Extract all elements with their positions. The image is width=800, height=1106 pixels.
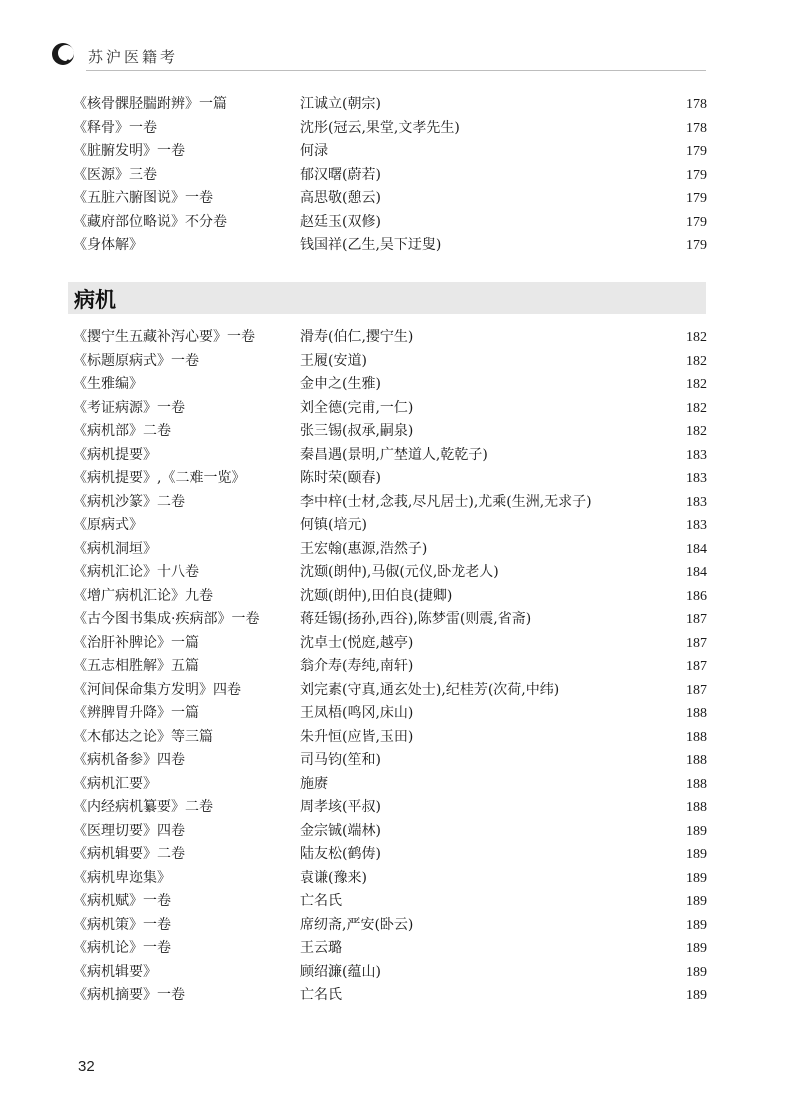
toc-entry <box>73 608 707 632</box>
entry-author: 王云璐 <box>300 940 342 956</box>
entry-title: 《病机卑迩集》 <box>73 869 171 886</box>
entry-author: 王履(安道) <box>300 352 367 369</box>
entry-page-number: 187 <box>686 659 707 674</box>
entry-author: 沈颋(朗仲),马俶(元仪,卧龙老人) <box>300 564 499 580</box>
section-heading-text: 病机 <box>74 288 116 312</box>
toc-entry <box>73 726 707 750</box>
entry-author: 金申之(生雅) <box>300 376 381 392</box>
header-divider <box>86 70 706 71</box>
entry-title: 《释骨》一卷 <box>73 119 157 136</box>
entry-author: 滑寿(伯仁,撄宁生) <box>300 329 414 345</box>
entry-page-number: 189 <box>686 964 707 980</box>
entry-author: 周孝垓(平叔) <box>300 799 381 815</box>
entry-title: 《脏腑发明》一卷 <box>73 143 185 159</box>
toc-entry <box>73 164 707 188</box>
toc-entry <box>73 749 707 773</box>
toc-entry <box>73 326 707 350</box>
entry-author: 司马钧(笙和) <box>300 752 381 768</box>
toc-entry <box>73 538 707 562</box>
entry-author: 沈卓士(悦庭,越亭) <box>300 634 414 651</box>
book-title: 苏沪医籍考 <box>88 48 179 66</box>
entry-author: 陆友松(鹤俦) <box>300 846 381 862</box>
entry-title: 《病机赋》一卷 <box>73 893 171 909</box>
entry-title: 《藏府部位略说》不分卷 <box>73 213 227 230</box>
entry-author: 亡名氏 <box>300 893 342 909</box>
entry-author: 朱升恒(应皆,玉田) <box>300 728 414 745</box>
entry-page-number: 188 <box>686 776 707 792</box>
entry-page-number: 179 <box>686 238 707 253</box>
entry-page-number: 189 <box>686 847 707 862</box>
entry-author: 秦昌遇(景明,广埜道人,乾乾子) <box>300 446 488 463</box>
entry-page-number: 189 <box>686 988 707 1003</box>
entry-page-number: 183 <box>686 447 707 463</box>
entry-page-number: 182 <box>686 353 707 369</box>
entry-author: 亡名氏 <box>300 987 342 1003</box>
toc-entry <box>73 187 707 211</box>
entry-title: 《内经病机纂要》二卷 <box>73 799 213 815</box>
toc-entry <box>73 890 707 914</box>
entry-list-top <box>73 93 707 258</box>
entry-title: 《病机备参》四卷 <box>73 752 185 768</box>
crescent-logo-icon <box>50 40 78 68</box>
entry-page-number: 179 <box>686 144 707 159</box>
toc-entry <box>73 117 707 141</box>
running-header <box>50 36 706 72</box>
entry-page-number: 186 <box>686 588 707 604</box>
entry-author: 金宗铖(端林) <box>300 822 381 839</box>
entry-title: 《病机汇要》 <box>73 775 157 792</box>
entry-page-number: 182 <box>686 330 707 345</box>
toc-entry <box>73 843 707 867</box>
entry-title: 《五志相胜解》五篇 <box>73 658 199 674</box>
entry-title: 《医理切要》四卷 <box>73 822 185 839</box>
toc-entry <box>73 867 707 891</box>
toc-entry <box>73 420 707 444</box>
toc-entry <box>73 961 707 985</box>
entry-author: 何渌 <box>300 143 328 159</box>
entry-author: 陈时荣(颐春) <box>300 470 381 486</box>
entry-author: 沈颋(朗仲),田伯良(捷卿) <box>300 587 453 604</box>
entry-author: 袁谦(豫来) <box>300 869 367 886</box>
toc-entry <box>73 93 707 117</box>
entry-page-number: 188 <box>686 800 707 815</box>
entry-title: 《病机辑要》二卷 <box>73 846 185 862</box>
entry-title: 《病机部》二卷 <box>73 423 171 439</box>
entry-author: 钱国祥(乙生,吴下迂叟) <box>300 237 442 253</box>
entry-title: 《病机摘要》一卷 <box>73 987 185 1003</box>
entry-author: 何镇(培元) <box>300 517 367 533</box>
toc-entry <box>73 914 707 938</box>
entry-page-number: 179 <box>686 214 707 230</box>
entry-author: 赵廷玉(双修) <box>300 213 381 230</box>
entry-page-number: 183 <box>686 518 707 533</box>
entry-page-number: 188 <box>686 729 707 745</box>
entry-title: 《身体解》 <box>73 237 143 253</box>
toc-entry <box>73 397 707 421</box>
entry-title: 《标题原病式》一卷 <box>73 352 199 369</box>
entry-title: 《病机沙篆》二卷 <box>73 493 185 510</box>
toc-entry <box>73 702 707 726</box>
entry-author: 李中梓(士材,念莪,尽凡居士),尤乘(生洲,无求子) <box>300 493 592 510</box>
toc-entry <box>73 796 707 820</box>
toc-entry <box>73 984 707 1008</box>
entry-page-number: 189 <box>686 823 707 839</box>
entry-title: 《古今图书集成·疾病部》一卷 <box>73 611 260 627</box>
entry-title: 《原病式》 <box>73 517 143 533</box>
entry-title: 《增广病机汇论》九卷 <box>73 587 213 604</box>
entry-title: 《病机辑要》 <box>73 963 157 980</box>
toc-entry <box>73 211 707 235</box>
section-heading <box>68 282 706 314</box>
toc-entry <box>73 773 707 797</box>
toc-entry <box>73 679 707 703</box>
entry-author: 顾绍濂(蕴山) <box>300 963 381 980</box>
entry-title: 《病机策》一卷 <box>73 916 171 933</box>
entry-page-number: 187 <box>686 635 707 651</box>
entry-author: 刘完素(守真,通玄处士),纪桂芳(次荷,中纬) <box>300 681 560 698</box>
entry-title: 《病机汇论》十八卷 <box>73 564 199 580</box>
entry-author: 高思敬(憩云) <box>300 190 381 206</box>
entry-author: 江诚立(朝宗) <box>300 96 381 112</box>
toc-entry <box>73 585 707 609</box>
entry-title: 《治肝补脾论》一篇 <box>73 634 199 651</box>
entry-page-number: 182 <box>686 400 707 416</box>
toc-entry <box>73 937 707 961</box>
entry-title: 《病机洞垣》 <box>73 540 157 557</box>
entry-author: 张三锡(叔承,嗣泉) <box>300 423 414 439</box>
entry-title: 《病机提要》 <box>73 446 157 463</box>
entry-page-number: 178 <box>686 120 707 136</box>
entry-title: 《河间保命集方发明》四卷 <box>73 681 241 698</box>
entry-author: 施赓 <box>300 775 328 792</box>
entry-title: 《病机论》一卷 <box>73 940 171 956</box>
toc-entry <box>73 140 707 164</box>
entry-title: 《辨脾胃升降》一篇 <box>73 705 199 721</box>
entry-list-main <box>73 326 707 1008</box>
toc-entry <box>73 467 707 491</box>
toc-entry <box>73 444 707 468</box>
entry-title: 《病机提要》,《二难一览》 <box>73 470 246 486</box>
entry-page-number: 182 <box>686 377 707 392</box>
entry-title: 《木郁达之论》等三篇 <box>73 728 213 745</box>
toc-entry <box>73 632 707 656</box>
entry-page-number: 189 <box>686 894 707 909</box>
page-number: 32 <box>78 1058 95 1075</box>
toc-entry <box>73 561 707 585</box>
entry-title: 《五脏六腑图说》一卷 <box>73 190 213 206</box>
entry-page-number: 188 <box>686 753 707 768</box>
entry-page-number: 189 <box>686 870 707 886</box>
entry-page-number: 184 <box>686 541 707 557</box>
toc-entry <box>73 820 707 844</box>
entry-title: 《医源》三卷 <box>73 166 157 183</box>
entry-title: 《撄宁生五藏补泻心要》一卷 <box>73 329 255 345</box>
entry-author: 郁汉曙(蔚若) <box>300 166 381 183</box>
toc-entry <box>73 234 707 258</box>
entry-title: 《核骨髁胫腨跗辨》一篇 <box>73 96 227 112</box>
toc-entry <box>73 514 707 538</box>
toc-entry <box>73 655 707 679</box>
entry-author: 席纫斋,严安(卧云) <box>300 916 414 933</box>
entry-title: 《考证病源》一卷 <box>73 399 185 416</box>
entry-page-number: 189 <box>686 941 707 956</box>
entry-title: 《生雅编》 <box>73 376 143 392</box>
entry-page-number: 187 <box>686 682 707 698</box>
entry-author: 王凤梧(鸣冈,床山) <box>300 705 414 721</box>
entry-page-number: 179 <box>686 167 707 183</box>
entry-author: 王宏翰(惠源,浩然子) <box>300 540 428 557</box>
entry-page-number: 187 <box>686 612 707 627</box>
entry-page-number: 189 <box>686 917 707 933</box>
entry-page-number: 182 <box>686 424 707 439</box>
entry-author: 沈彤(冠云,果堂,文孝先生) <box>300 119 460 136</box>
entry-page-number: 179 <box>686 191 707 206</box>
entry-page-number: 183 <box>686 494 707 510</box>
toc-entry <box>73 350 707 374</box>
toc-entry <box>73 373 707 397</box>
entry-page-number: 184 <box>686 565 707 580</box>
toc-entry <box>73 491 707 515</box>
entry-page-number: 183 <box>686 471 707 486</box>
entry-author: 刘全德(完甫,一仁) <box>300 399 414 416</box>
entry-page-number: 178 <box>686 97 707 112</box>
entry-page-number: 188 <box>686 706 707 721</box>
entry-author: 蒋廷锡(扬孙,西谷),陈梦雷(则震,省斋) <box>300 611 532 627</box>
entry-author: 翁介寿(寿纯,南轩) <box>300 658 414 674</box>
